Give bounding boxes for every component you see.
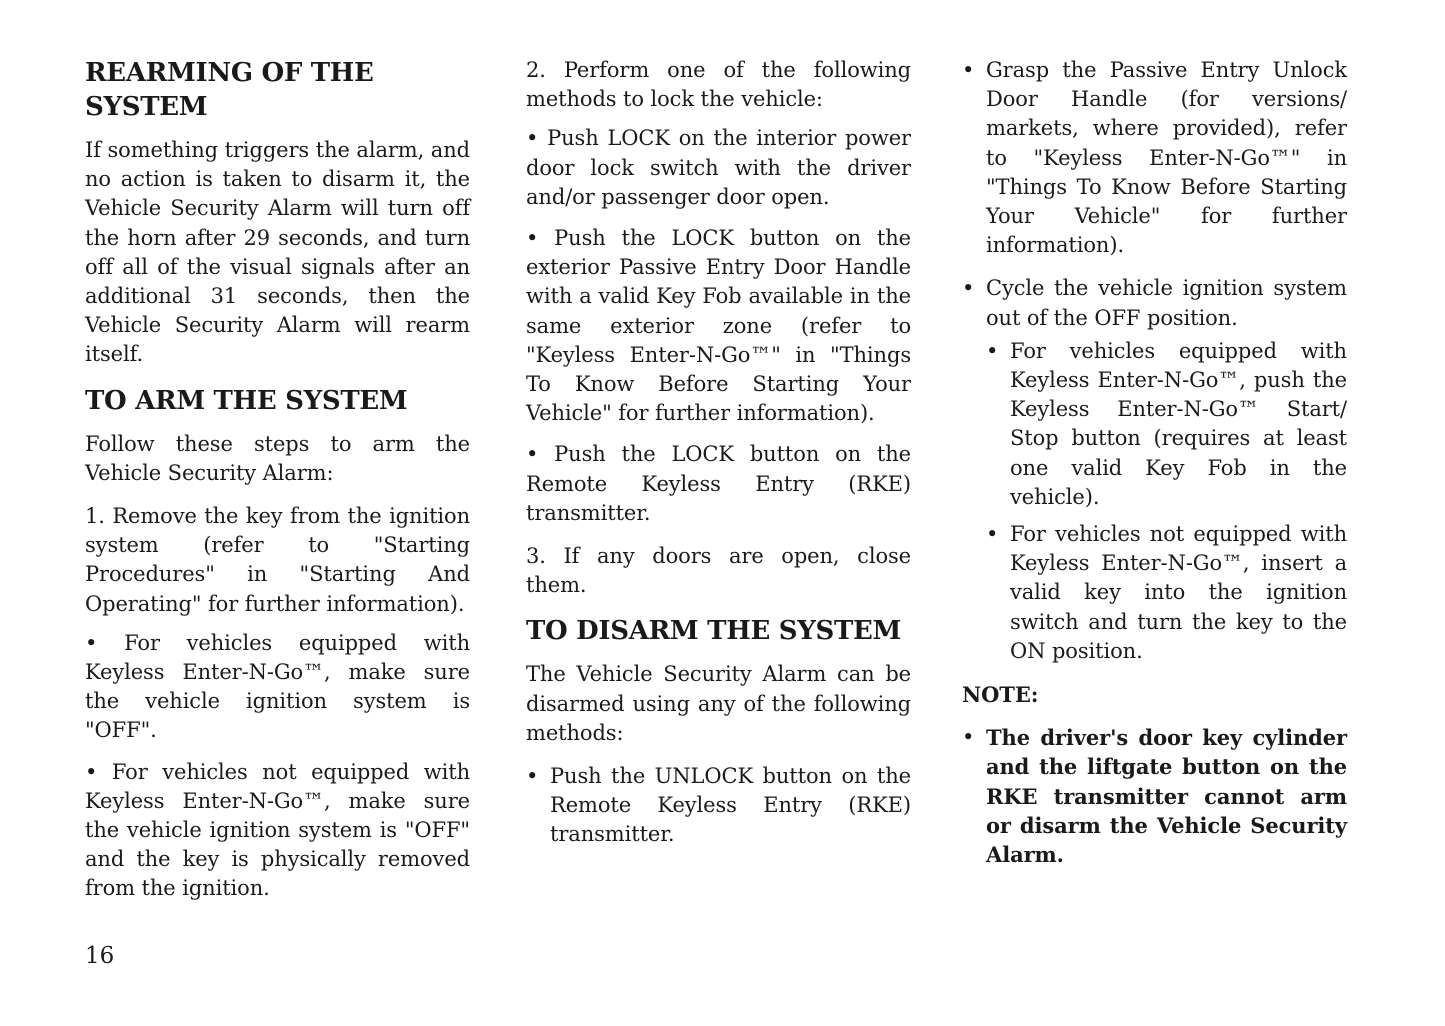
bullet-glyph: • <box>962 725 975 750</box>
arm-step-1: 1. Remove the key from the ignition system (refer to "Starting Procedures" in "Starting And Operating" for further information). <box>85 504 470 616</box>
lock-bullet-interior: • Push LOCK on the interior power door lock switch with the driver and/or passenger door open. <box>526 126 911 209</box>
rearming-paragraph: If something triggers the alarm, and no action is taken to disarm it, the Vehicle Security Alarm will turn off the horn after 29 seconds, and turn off all of the visual signals after an additional 31 seconds, then the Vehicle Security Alarm will rearm itself. <box>85 138 470 367</box>
disarm-sub-bullet-not-equipped-text: For vehicles not equipped with Keyless Enter-N-Go™, insert a valid key into the ignition switch and turn the key to the ON position. <box>1010 522 1347 663</box>
bullet-glyph: • <box>986 338 999 363</box>
arm-intro-paragraph: Follow these steps to arm the Vehicle Security Alarm: <box>85 431 470 485</box>
note-title: NOTE: <box>962 682 1039 708</box>
heading-arm: TO ARM THE SYSTEM <box>85 385 408 416</box>
note-text: The driver's door key cylinder and the liftgate button on the RKE transmitter cannot arm or disarm the Vehicle Security Alarm. <box>986 725 1347 868</box>
lock-bullet-handle: • Push the LOCK button on the exterior Passive Entry Door Handle with a valid Key Fob available in the same exterior zone (refer to "Keyless Enter-N-Go™" in "Things To Know Before Starting Your Vehicle" for further information). <box>526 226 911 426</box>
arm-bullet-not-keyless: • For vehicles not equipped with Keyless Enter-N-Go™, make sure the vehicle ignition system is "OFF" and the key is physically removed from the ignition. <box>85 759 470 901</box>
lock-bullet-rke: • Push the LOCK button on the Remote Keyless Entry (RKE) transmitter. <box>526 442 911 525</box>
heading-rearming: REARMING OF THE SYSTEM <box>85 58 374 122</box>
disarm-bullet-cycle-text: Cycle the vehicle ignition system out of the OFF position. <box>986 276 1347 330</box>
disarm-bullet-cycle <box>962 274 1347 332</box>
bullet-glyph: • <box>962 58 975 82</box>
note-bullet <box>962 723 1347 869</box>
arm-bullet-keyless: • For vehicles equipped with Keyless Enter-N-Go™, make sure the vehicle ignition system is "OFF". <box>85 630 470 743</box>
disarm-bullet-grasp-text: Grasp the Passive Entry Unlock Door Handle (for versions/ markets, where provided), refer to "Keyless Enter-N-Go™" in "Things To Know Before Starting Your Vehicle" for further information). <box>986 58 1347 258</box>
bullet-glyph: • <box>962 276 975 301</box>
disarm-bullet-grasp <box>962 56 1347 260</box>
column-right <box>962 56 1347 869</box>
disarm-intro-paragraph: The Vehicle Security Alarm can be disarmed using any of the following methods: <box>526 662 911 745</box>
arm-step-2: 2. Perform one of the following methods to lock the vehicle: <box>526 58 911 112</box>
page-number: 16 <box>85 943 115 969</box>
heading-disarm: TO DISARM THE SYSTEM <box>526 616 901 647</box>
column-left <box>85 56 470 904</box>
bullet-glyph: • <box>986 522 999 547</box>
disarm-sub-bullet-not-equipped <box>986 520 1347 666</box>
column-middle <box>526 56 911 850</box>
disarm-sub-bullet-equipped-text: For vehicles equipped with Keyless Enter-N-Go™, push the Keyless Enter-N-Go™ Start/ Stop button (requires at least one valid Key Fob in the vehicle). <box>1010 338 1347 509</box>
disarm-bullet-unlock-text: Push the UNLOCK button on the Remote Keyless Entry (RKE) transmitter. <box>550 764 911 847</box>
bullet-glyph: • <box>526 764 539 789</box>
arm-step-3: 3. If any doors are open, close them. <box>526 544 911 598</box>
disarm-bullet-unlock <box>526 762 911 850</box>
disarm-sub-bullet-equipped <box>986 337 1347 512</box>
